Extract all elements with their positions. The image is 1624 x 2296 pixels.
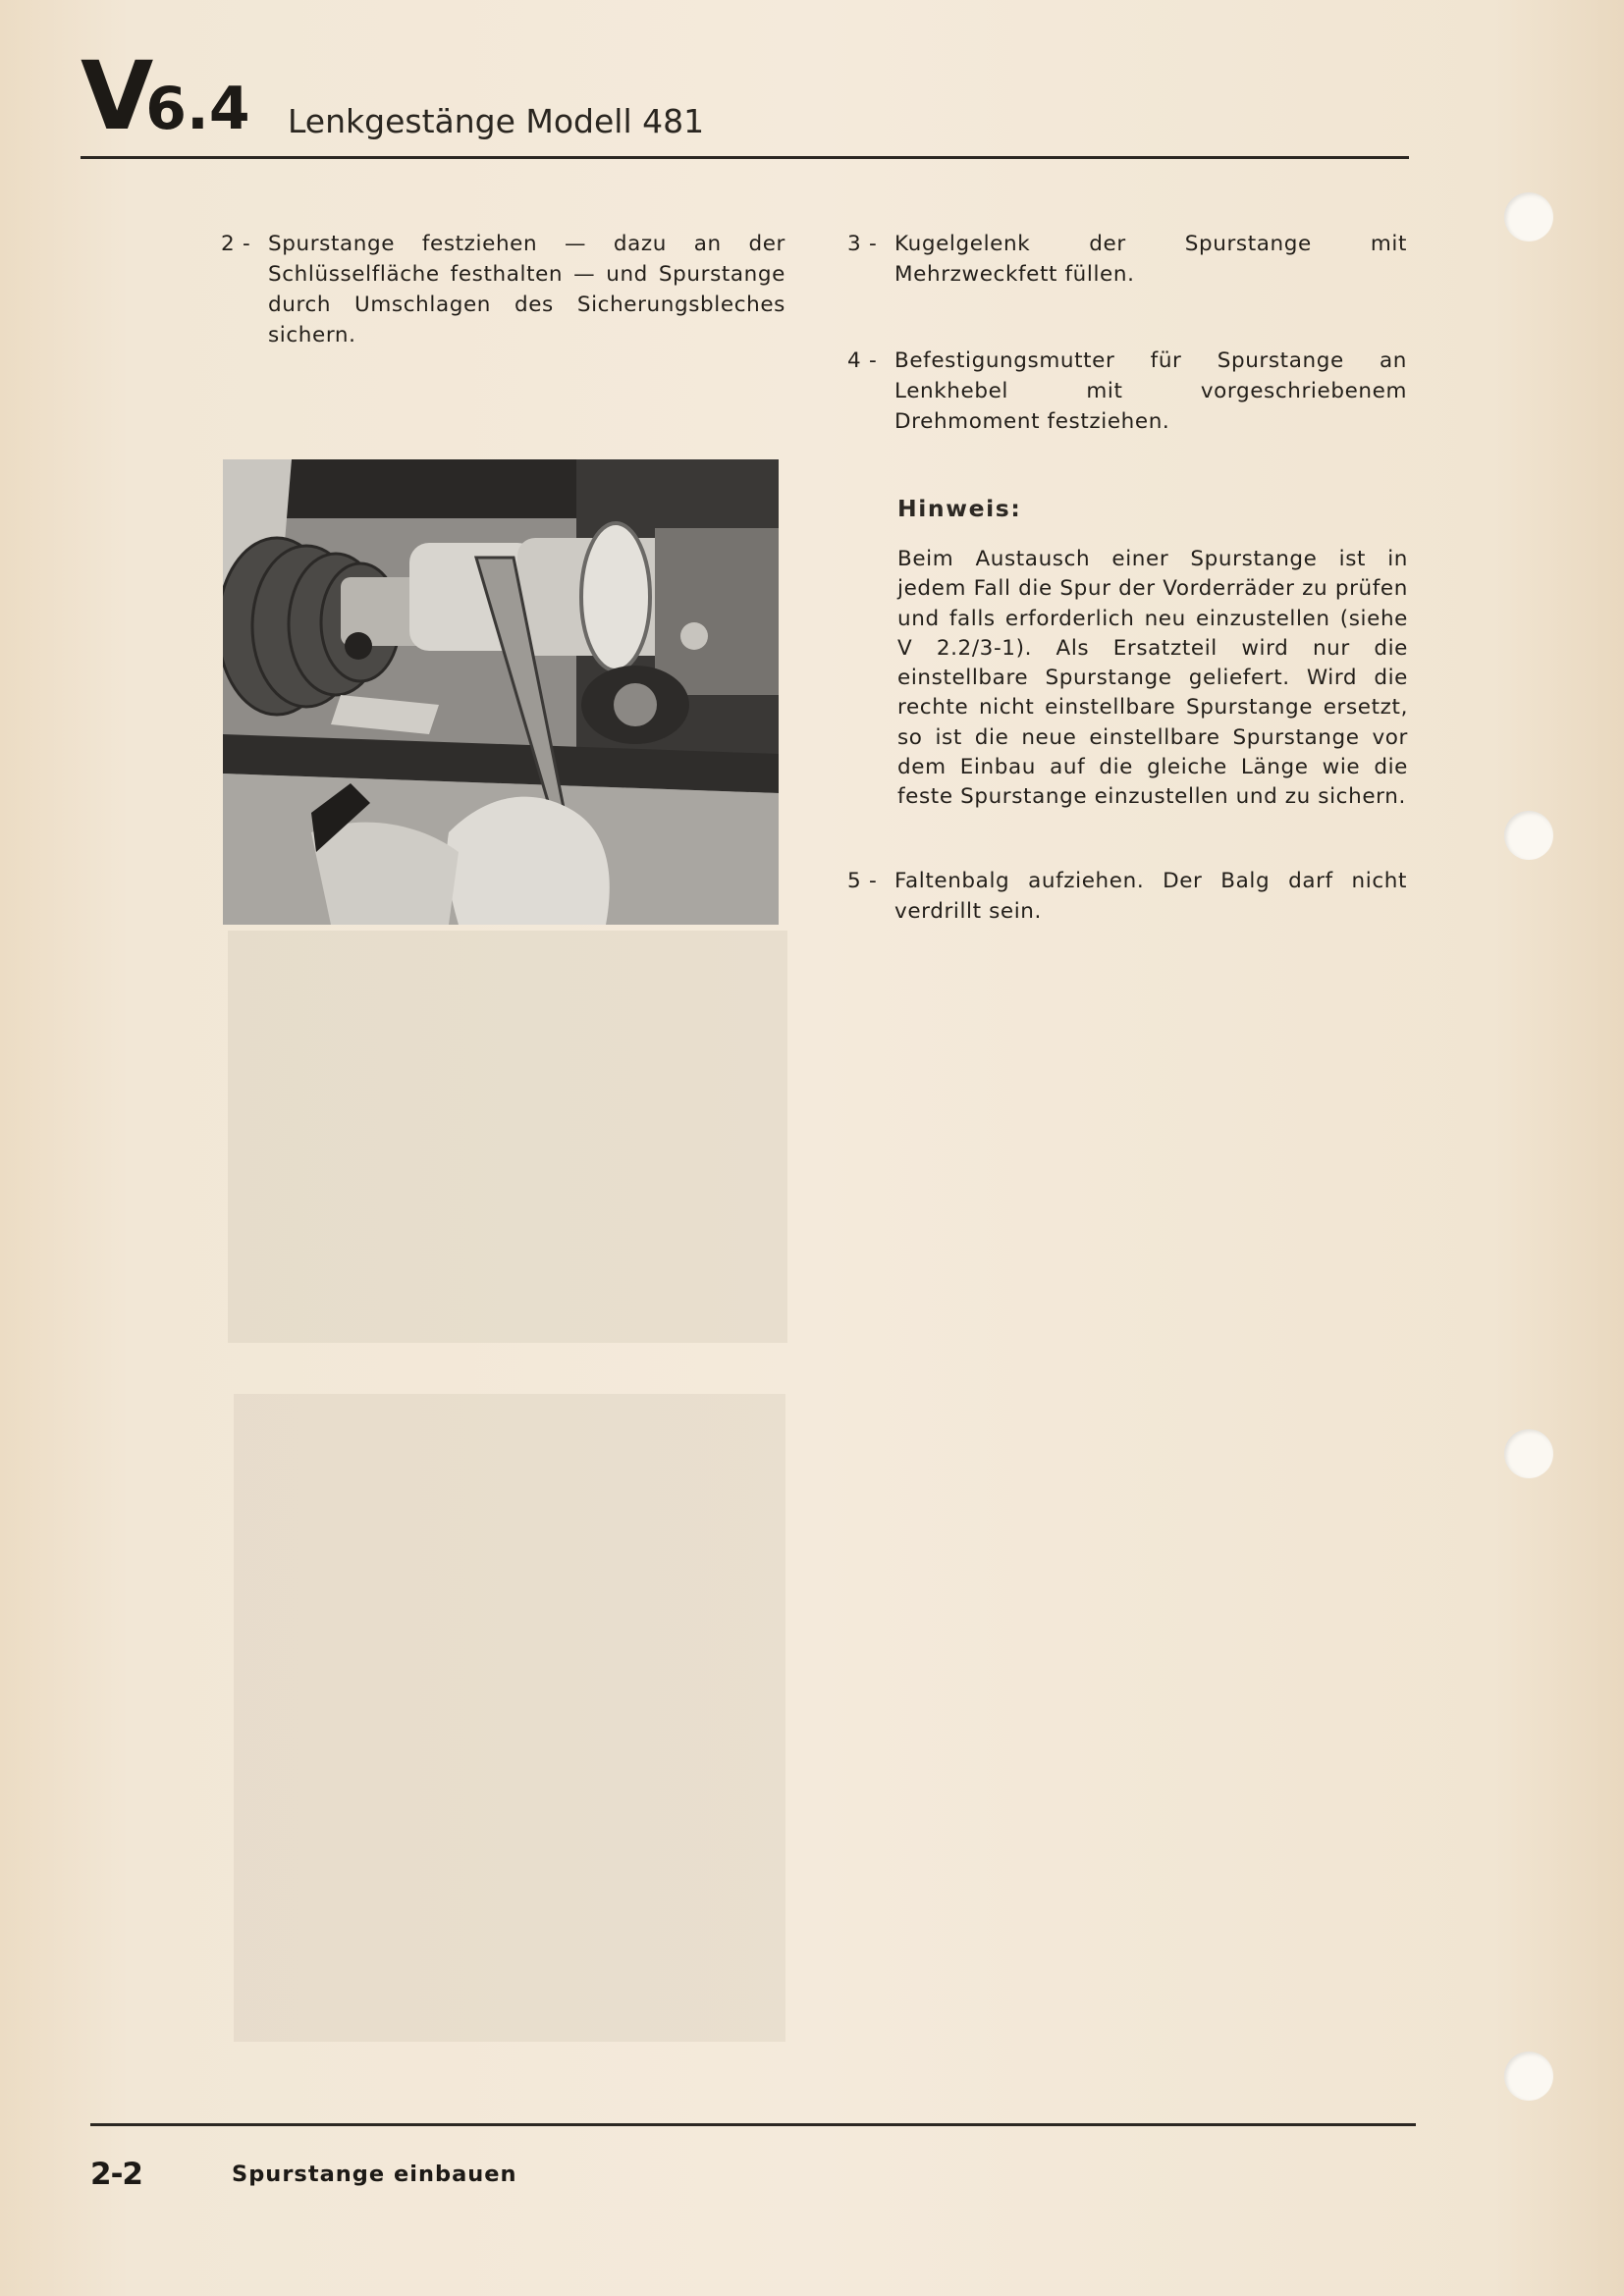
page-number: 2-2 — [90, 2157, 143, 2192]
note-body: Beim Austausch einer Spurstange ist in jedem Fall die Spur der Vorderräder zu prüfen und falls erforderlich neu einzustellen (siehe V 2.2/3-1). Als Ersatzteil wird nur die einstellbare Spurstange geliefert. Wird die rechte nicht einstellbare Spurstange ersetzt, so ist die neue einstellbare Spurstange vor dem Einbau auf die gleiche Länge wie die feste Spurstange einzustellen und zu sichern. — [897, 547, 1408, 810]
show-through-shadow — [228, 931, 787, 1343]
note-heading: Hinweis: — [897, 495, 1022, 522]
header-divider — [81, 156, 1409, 159]
punch-hole — [1504, 811, 1553, 860]
step-number: 2 — [221, 232, 236, 256]
section-code — [81, 41, 250, 151]
step-text: Befestigungsmutter für Spurstange an Lenkhebel mit vorgeschriebenem Drehmoment festziehen. — [894, 348, 1407, 434]
step-text: Faltenbalg aufziehen. Der Balg darf nicht verdrillt sein. — [894, 869, 1407, 924]
punch-hole — [1504, 1429, 1553, 1478]
step-number: 3 — [847, 232, 862, 256]
step-separator: - — [869, 232, 878, 256]
step-2 — [221, 229, 785, 350]
step-5 — [847, 866, 1407, 927]
punch-hole — [1504, 2052, 1553, 2101]
step-number: 5 — [847, 869, 862, 893]
step-number: 4 — [847, 348, 862, 373]
step-separator: - — [869, 348, 878, 373]
footer-divider — [90, 2123, 1416, 2126]
step-separator: - — [869, 869, 878, 893]
punch-hole — [1504, 192, 1553, 241]
step-separator: - — [243, 232, 251, 256]
step-3 — [847, 229, 1407, 290]
section-number: 6.4 — [145, 75, 250, 143]
section-letter: V — [81, 41, 150, 151]
photo-tie-rod-tightening — [223, 459, 779, 925]
show-through-shadow — [234, 1394, 785, 2042]
step-text: Spurstange festziehen — dazu an der Schlüsselfläche festhalten — und Spurstange durch Umschlagen des Sicherungsbleches sichern. — [268, 232, 785, 347]
page-title: Lenkgestänge Modell 481 — [288, 102, 705, 140]
footer-title: Spurstange einbauen — [232, 2162, 517, 2187]
step-text: Kugelgelenk der Spurstange mit Mehrzweckfett füllen. — [894, 232, 1407, 287]
step-4 — [847, 346, 1407, 437]
